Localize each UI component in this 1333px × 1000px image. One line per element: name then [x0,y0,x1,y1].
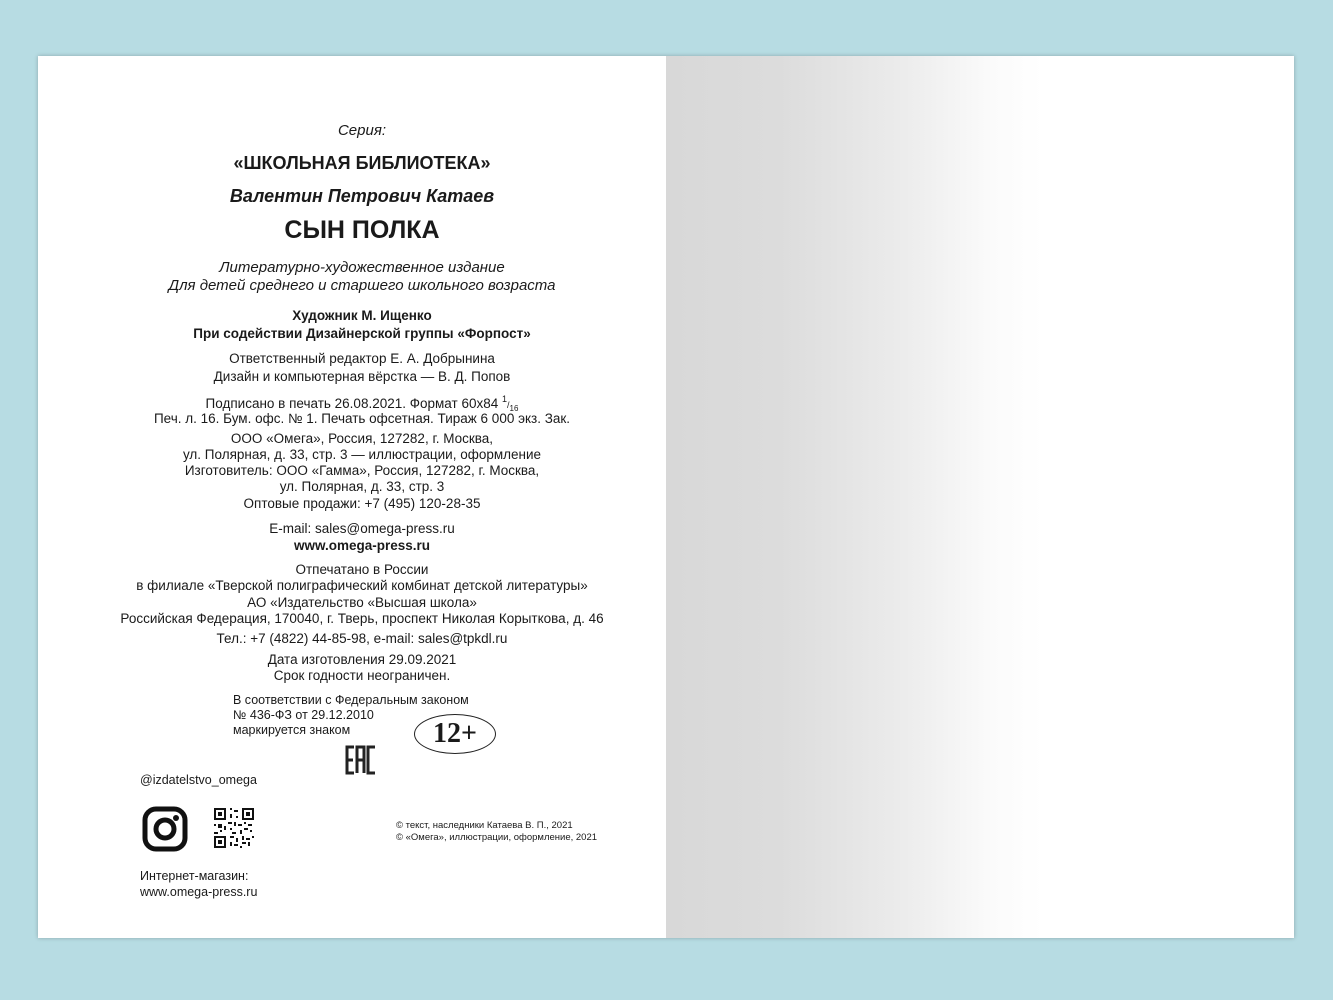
publisher-line: ООО «Омега», Россия, 127282, г. Москва, [230,431,494,446]
printed-line: АО «Издательство «Высшая школа» [247,595,477,610]
printed-line: Российская Федерация, 170040, г. Тверь, проспект Николая Корыткова, д. 46 [120,611,604,626]
publisher-line: ул. Полярная, д. 33, стр. 3 — иллюстрации, оформление [182,447,542,462]
design-group-credit: При содействии Дизайнерской группы «Форпост» [193,326,531,341]
publisher-line: Изготовитель: ООО «Гамма», Россия, 127282, г. Москва, [184,463,540,478]
edition-line: Литературно-художественное издание [219,259,505,276]
shop-url-link[interactable]: www.omega-press.ru [140,885,258,899]
printed-line: в филиале «Тверской полиграфический комбинат детской литературы» [136,578,588,593]
law-line: маркируется знаком [233,723,351,737]
series-name: «ШКОЛЬНАЯ БИБЛИОТЕКА» [233,153,491,173]
shelf-life: Срок годности неограничен. [273,668,451,683]
wholesale-line: Оптовые продажи: +7 (495) 120-28-35 [243,496,481,511]
layout-credit: Дизайн и компьютерная вёрстка — В. Д. Попов [213,369,511,384]
copyright-line: © «Омега», иллюстрации, оформление, 2021 [396,832,598,843]
law-line: В соответствии с Федеральным законом [233,693,469,707]
copyright-notice [396,820,597,844]
phone-line: Тел.: +7 (4822) 44-85-98, e-mail: sales@tpkdl.ru [216,631,508,646]
eac-mark-icon [345,744,377,776]
shop-label: Интернет-магазин: [140,869,249,883]
left-page [38,56,666,938]
format-fraction: $^1/_{16}$ [502,394,519,413]
print-specs-line: Печ. л. 16. Бум. офс. № 1. Печать офсетная. Тираж 6 000 экз. Зак. [153,411,571,426]
law-line: № 436-ФЗ от 29.12.2010 [233,708,374,722]
online-shop [140,868,257,900]
print-signed-text: Подписано в печать 26.08.2021. Формат 60x84 [205,396,499,411]
social-handle[interactable]: @izdatelstvo_omega [140,773,257,787]
illustrator-credit: Художник М. Ищенко [292,308,432,323]
copyright-line: © текст, наследники Катаева В. П., 2021 [396,820,573,831]
age-rating-badge: 12+ [414,714,496,754]
printed-line: Отпечатано в России [295,562,429,577]
publisher-line: ул. Полярная, д. 33, стр. 3 [279,479,445,494]
book-spread [38,56,1294,938]
series-label: Серия: [337,122,387,139]
edition-line: Для детей среднего и старшего школьного возраста [168,277,556,294]
right-page [666,56,1294,938]
instagram-icon[interactable] [142,806,188,852]
fraction-denominator: 16 [509,404,519,413]
website-line: www.omega-press.ru [293,538,431,553]
editor-credit: Ответственный редактор Е. А. Добрынина [229,351,495,366]
manufacture-date: Дата изготовления 29.09.2021 [267,652,457,667]
author-name: Валентин Петрович Катаев [229,186,495,206]
qr-code-icon [214,808,254,848]
email-line: E-mail: sales@omega-press.ru [269,521,455,536]
fraction-numerator: 1 [502,394,508,404]
book-title: СЫН ПОЛКА [284,216,440,244]
